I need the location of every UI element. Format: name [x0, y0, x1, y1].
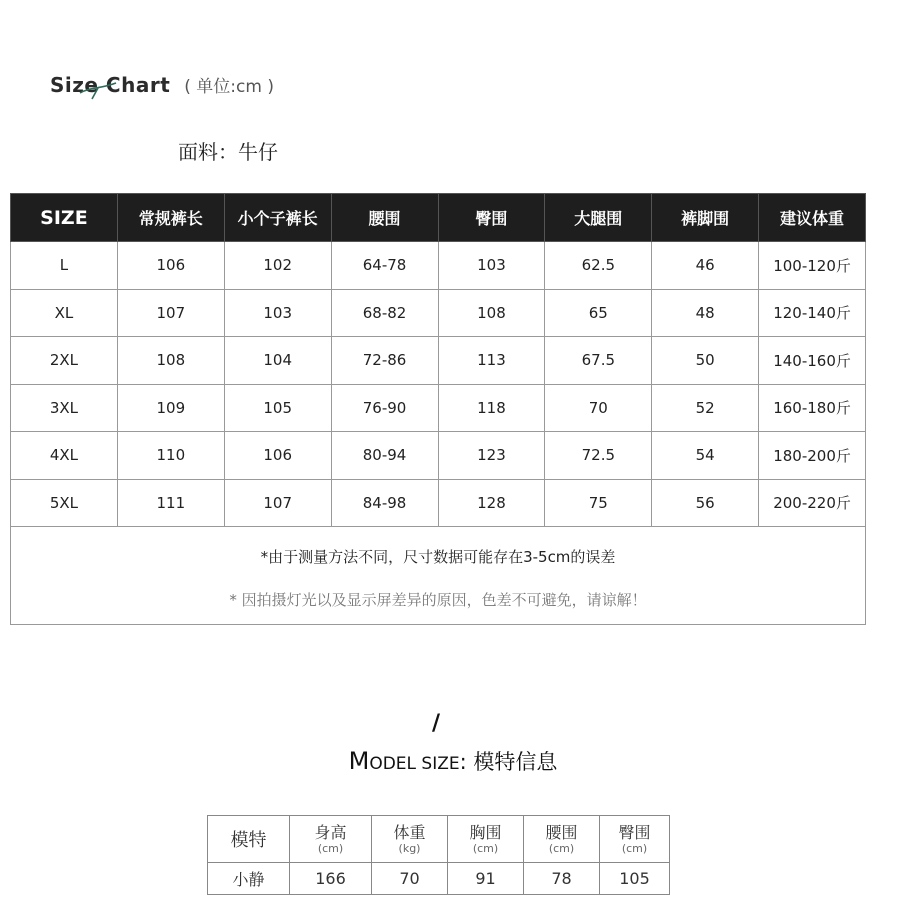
table-cell: 108: [438, 289, 545, 337]
table-cell: 107: [117, 289, 224, 337]
model-col-label: 体重: [393, 822, 426, 842]
size-chart-title: [50, 72, 274, 97]
table-cell: 128: [438, 479, 545, 527]
table-cell: 103: [224, 289, 331, 337]
table-cell: 56: [652, 479, 759, 527]
table-cell: 2XL: [11, 337, 118, 385]
measurement-note: *由于测量方法不同，尺寸数据可能存在3-5cm的误差: [260, 547, 616, 566]
table-cell: 62.5: [545, 242, 652, 290]
table-row: [11, 479, 866, 527]
table-cell: 80-94: [331, 432, 438, 480]
table-cell: 107: [224, 479, 331, 527]
model-col-header: [372, 816, 448, 863]
model-size-heading: [0, 746, 906, 776]
model-cell: 小静: [208, 863, 290, 895]
table-cell: 109: [117, 384, 224, 432]
table-row: [11, 384, 866, 432]
model-col-header: [208, 816, 290, 863]
model-col-label: 臀围: [618, 822, 651, 842]
table-cell: 200-220斤: [759, 479, 866, 527]
table-cell: 50: [652, 337, 759, 385]
model-col-header: [448, 816, 524, 863]
size-chart-logo: [50, 73, 170, 97]
heading-cn: : 模特信息: [459, 750, 558, 774]
table-cell: 118: [438, 384, 545, 432]
model-col-header: [524, 816, 600, 863]
table-cell: 84-98: [331, 479, 438, 527]
table-cell: 3XL: [11, 384, 118, 432]
model-col-unit: (cm): [621, 841, 648, 855]
model-header-row: [208, 816, 670, 863]
model-cell: 166: [290, 863, 372, 895]
table-cell: 65: [545, 289, 652, 337]
size-table: [10, 193, 866, 625]
unit-label: ( 单位:cm ): [184, 77, 274, 97]
model-col-label: 身高: [314, 822, 347, 842]
table-cell: 67.5: [545, 337, 652, 385]
table-cell: 140-160斤: [759, 337, 866, 385]
swoosh-icon: [78, 79, 118, 101]
model-col-unit: (cm): [317, 841, 344, 855]
table-cell: 48: [652, 289, 759, 337]
model-col-unit: (cm): [472, 841, 499, 855]
color-note: * 因拍摄灯光以及显示屏差异的原因，色差不可避免，请谅解！: [229, 590, 647, 609]
table-cell: 106: [117, 242, 224, 290]
col-header: 臀围: [438, 194, 545, 242]
col-header: 小个子裤长: [224, 194, 331, 242]
table-cell: 103: [438, 242, 545, 290]
table-cell: 76-90: [331, 384, 438, 432]
table-cell: 72-86: [331, 337, 438, 385]
table-cell: 68-82: [331, 289, 438, 337]
table-row: [11, 337, 866, 385]
table-cell: 4XL: [11, 432, 118, 480]
col-header: 大腿围: [545, 194, 652, 242]
table-row: [11, 242, 866, 290]
model-col-label: 胸围: [469, 822, 502, 842]
col-header: 建议体重: [759, 194, 866, 242]
table-cell: 113: [438, 337, 545, 385]
table-cell: 123: [438, 432, 545, 480]
table-cell: 54: [652, 432, 759, 480]
table-cell: 100-120斤: [759, 242, 866, 290]
table-cell: 52: [652, 384, 759, 432]
table-cell: 104: [224, 337, 331, 385]
table-cell: 160-180斤: [759, 384, 866, 432]
model-col-header: [290, 816, 372, 863]
note-cell: [11, 527, 866, 625]
table-cell: XL: [11, 289, 118, 337]
table-cell: 106: [224, 432, 331, 480]
table-cell: L: [11, 242, 118, 290]
model-cell: 91: [448, 863, 524, 895]
note-row: [11, 527, 866, 625]
logo-text: Size Chart: [50, 73, 171, 97]
heading-initial: M: [348, 747, 370, 775]
model-data-row: [208, 863, 670, 895]
col-header: 裤脚围: [652, 194, 759, 242]
heading-rest: ODEL SIZE: [369, 754, 460, 774]
table-cell: 110: [117, 432, 224, 480]
table-cell: 46: [652, 242, 759, 290]
col-header: 常规裤长: [117, 194, 224, 242]
size-table-header-row: [11, 194, 866, 242]
col-header: 腰围: [331, 194, 438, 242]
table-cell: 105: [224, 384, 331, 432]
model-col-label: 模特: [230, 830, 267, 851]
table-cell: 70: [545, 384, 652, 432]
slash-mark: /: [432, 711, 441, 736]
model-col-unit: (cm): [548, 841, 575, 855]
table-row: [11, 289, 866, 337]
table-cell: 72.5: [545, 432, 652, 480]
model-col-header: [600, 816, 670, 863]
table-cell: 180-200斤: [759, 432, 866, 480]
table-cell: 102: [224, 242, 331, 290]
model-cell: 78: [524, 863, 600, 895]
table-cell: 75: [545, 479, 652, 527]
model-cell: 105: [600, 863, 670, 895]
table-cell: 111: [117, 479, 224, 527]
model-table: [207, 815, 670, 895]
model-col-unit: (kg): [398, 841, 421, 855]
table-cell: 5XL: [11, 479, 118, 527]
table-cell: 120-140斤: [759, 289, 866, 337]
model-cell: 70: [372, 863, 448, 895]
table-row: [11, 432, 866, 480]
table-cell: 64-78: [331, 242, 438, 290]
col-header: SIZE: [11, 194, 118, 242]
table-cell: 108: [117, 337, 224, 385]
model-col-label: 腰围: [545, 822, 578, 842]
fabric-label: 面料：牛仔: [178, 140, 278, 164]
